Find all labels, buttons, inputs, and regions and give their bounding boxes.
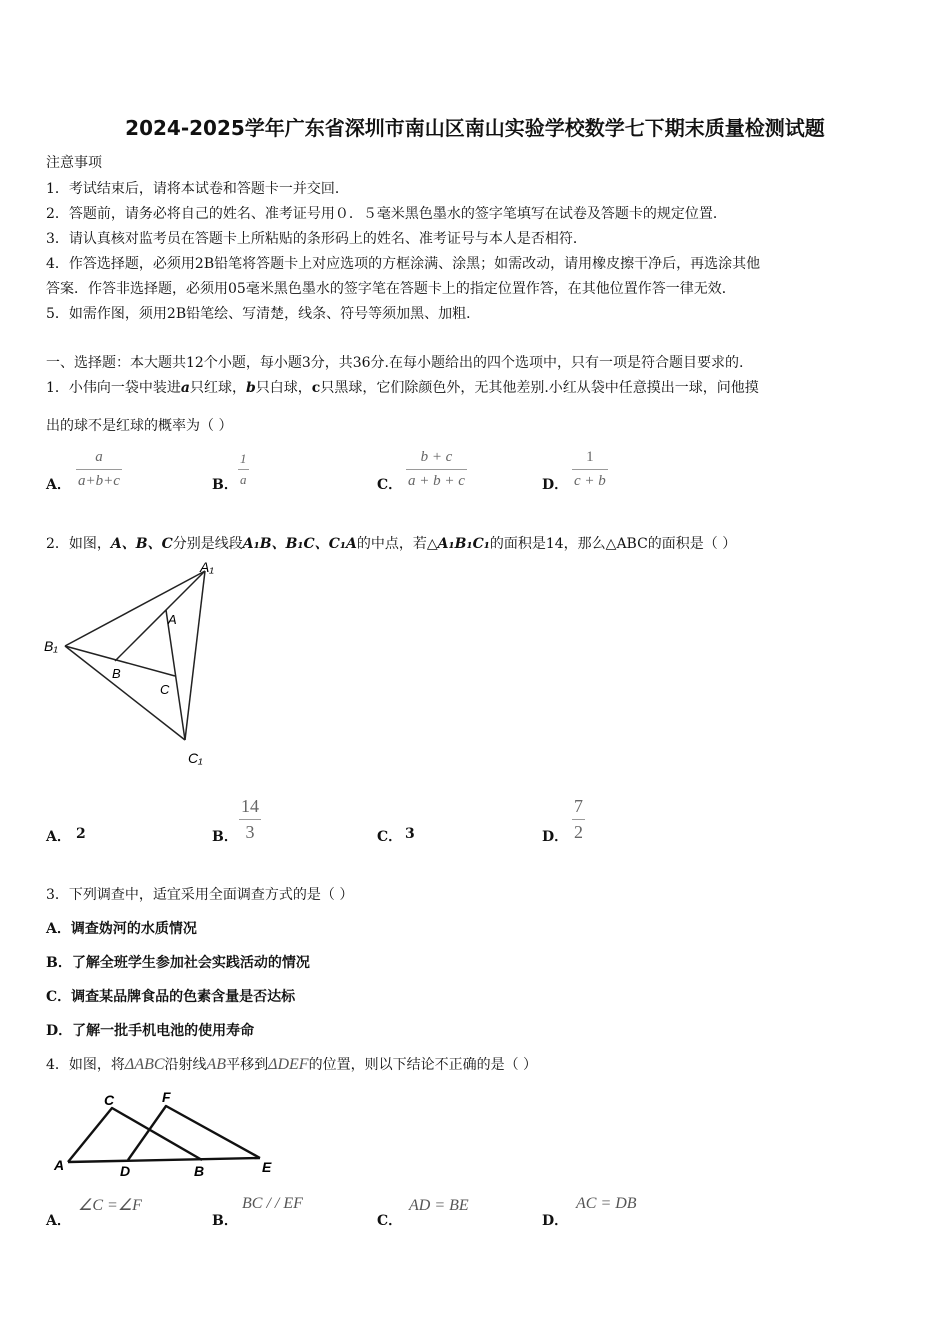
q4-option-b-label: B． <box>212 1213 238 1229</box>
q1-option-a-fraction: a a+b+c <box>78 449 120 489</box>
q4-option-d-expr: AC = DB <box>576 1195 637 1212</box>
notes-item: 2．答题前，请务必将自己的姓名、准考证号用０．５毫米黑色墨水的签字笔填写在试卷及答题卡的规定位置． <box>46 206 727 222</box>
line-a1-c1 <box>185 571 205 740</box>
q2-option-c-label: C． <box>377 829 403 845</box>
notes-item: 答案．作答非选择题，必须用05毫米黑色墨水的签字笔在答题卡上的指定位置作答，在其他位置作答一律无效． <box>46 281 736 297</box>
q3-text: 3．下列调查中，适宜采用全面调查方式的是（ ） <box>46 887 354 903</box>
notes-item: 4．作答选择题，必须用2B铅笔将答题卡上对应选项的方框涂满、涂黑；如需改动，请用橡皮擦干净后，再选涂其他 <box>46 256 761 272</box>
line-ae <box>68 1158 260 1162</box>
q1-option-a-label: A． <box>46 477 71 493</box>
label-a1: A₁ <box>200 559 214 575</box>
q2-option-b-label: B． <box>212 829 238 845</box>
label-d: D <box>120 1163 131 1179</box>
line-b1-a1 <box>65 571 205 646</box>
q3-option-c: C．调查某品牌食品的色素含量是否达标 <box>46 989 296 1005</box>
label-c1: C₁ <box>188 750 203 766</box>
q1-option-d-fraction: 1 c + b <box>574 449 606 489</box>
q3-option-d: D．了解一批手机电池的使用寿命 <box>46 1023 255 1039</box>
q1-option-d-label: D． <box>542 477 569 493</box>
q2-option-a-value: 2 <box>76 826 86 842</box>
label-b: B <box>194 1163 205 1179</box>
label-a: A <box>54 1157 65 1173</box>
q4-option-a-expr: ∠C =∠F <box>78 1197 142 1214</box>
label-b: B <box>112 666 121 681</box>
q4-option-c-label: C． <box>377 1213 403 1229</box>
triangle-def <box>128 1106 260 1160</box>
label-e: E <box>262 1159 272 1175</box>
q4-option-d-label: D． <box>542 1213 569 1229</box>
q2-option-c-value: 3 <box>405 826 415 842</box>
q3-option-a: A．调查妫河的水质情况 <box>46 921 197 937</box>
page-title: 2024-2025学年广东省深圳市南山区南山实验学校数学七下期末质量检测试题 <box>125 116 825 140</box>
section-heading: 一、选择题：本大题共12个小题，每小题3分，共36分.在每小题给出的四个选项中，只有一项是符合题目要求的. <box>46 355 744 371</box>
q2-triangle-figure <box>40 558 230 773</box>
q3-option-b: B．了解全班学生参加社会实践活动的情况 <box>46 955 310 971</box>
q1-option-c-label: C． <box>377 477 403 493</box>
notes-item: 1．考试结束后，请将本试卷和答题卡一并交回． <box>46 181 349 197</box>
q2-option-b-fraction: 14 3 <box>241 796 259 842</box>
label-c: C <box>104 1092 115 1108</box>
q2-option-d-label: D． <box>542 829 569 845</box>
label-b1: B₁ <box>44 638 58 654</box>
q1-option-b-label: B． <box>212 477 238 493</box>
label-c: C <box>160 682 170 697</box>
line-a1-b <box>115 571 205 661</box>
notes-item: 5．如需作图，须用2B铅笔绘、写清楚，线条、符号等须加黑、加粗． <box>46 306 481 322</box>
label-f: F <box>162 1089 171 1105</box>
q1-option-b-fraction: 1 a <box>240 451 247 487</box>
q1-option-c-fraction: b + c a + b + c <box>408 449 465 489</box>
q4-option-a-label: A． <box>46 1213 71 1229</box>
label-a: A <box>168 612 177 627</box>
q2-option-a-label: A． <box>46 829 71 845</box>
q2-option-d-fraction: 7 2 <box>574 796 583 842</box>
q4-option-b-expr: BC / / EF <box>242 1195 303 1212</box>
notes-item: 3．请认真核对监考员在答题卡上所粘贴的条形码上的姓名、准考证号与本人是否相符． <box>46 231 587 247</box>
q1-line1: 1．小伟向一袋中装进a只红球，b只白球，c只黑球，它们除颜色外，无其他差别.小红从袋中任意摸出一球，问他摸 <box>46 380 759 396</box>
q4-option-c-expr: AD = BE <box>409 1197 469 1214</box>
notes-heading: 注意事项 <box>46 155 102 171</box>
q1-line2: 出的球不是红球的概率为（ ） <box>46 418 233 434</box>
q4-translation-figure <box>48 1088 288 1180</box>
q4-text: 4．如图，将ΔABC沿射线AB平移到ΔDEF的位置，则以下结论不正确的是（ ） <box>46 1056 538 1073</box>
q2-text: 2．如图，A、B、C分别是线段A₁B、B₁C、C₁A的中点，若△A₁B₁C₁的面积是14，那么△ABC的面积是（ ） <box>46 536 737 552</box>
